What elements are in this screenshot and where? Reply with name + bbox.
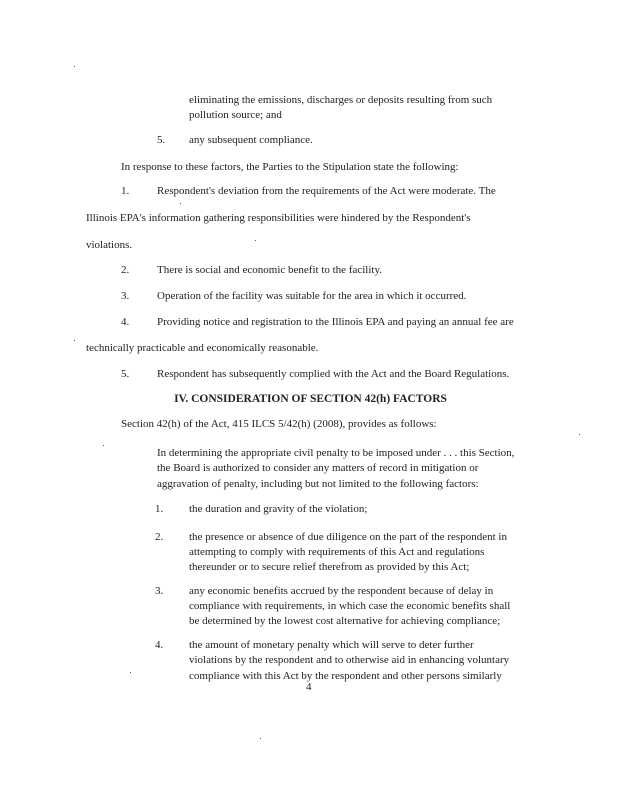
list-number: 5. xyxy=(157,134,166,146)
scan-speck xyxy=(74,340,75,341)
factor-number: 1. xyxy=(155,503,164,515)
list-continuation-line: eliminating the emissions, discharges or deposits resulting from such xyxy=(189,94,493,106)
factor-text: compliance with this Act by the respondent and other persons similarly xyxy=(189,670,502,682)
response-text: Operation of the facility was suitable for the area in which it occurred. xyxy=(157,290,467,302)
page-number: 4 xyxy=(306,681,312,693)
response-text: Respondent has subsequently complied with the Act and the Board Regulations. xyxy=(157,368,510,380)
response-number: 2. xyxy=(121,264,130,276)
factor-text: the amount of monetary penalty which will serve to deter further xyxy=(189,639,474,651)
scan-speck xyxy=(255,240,256,241)
factor-text: compliance with requirements, in which case the economic benefits shall xyxy=(189,600,511,612)
factor-text: the presence or absence of due diligence on the part of the respondent in xyxy=(189,531,507,543)
section-heading: IV. CONSIDERATION OF SECTION 42(h) FACTORS xyxy=(174,393,447,405)
factor-text: be determined by the lowest cost alternative for achieving compliance; xyxy=(189,615,501,627)
response-text: violations. xyxy=(86,239,133,251)
factor-text: the duration and gravity of the violation; xyxy=(189,503,368,515)
factor-number: 4. xyxy=(155,639,164,651)
response-text: Illinois EPA's information gathering responsibilities were hindered by the Respondent's xyxy=(86,212,471,224)
response-number: 4. xyxy=(121,316,130,328)
response-text: There is social and economic benefit to the facility. xyxy=(157,264,383,276)
quote-line: aggravation of penalty, including but not limited to the following factors: xyxy=(157,478,479,490)
factor-text: thereunder or to secure relief therefrom as provided by this Act; xyxy=(189,561,470,573)
quote-line: In determining the appropriate civil penalty to be imposed under . . . this Section, xyxy=(157,447,515,459)
scan-speck xyxy=(130,672,131,673)
scan-speck xyxy=(260,738,261,739)
factor-number: 3. xyxy=(155,585,164,597)
section-intro: Section 42(h) of the Act, 415 ILCS 5/42(h) (2008), provides as follows: xyxy=(121,418,437,430)
response-number: 1. xyxy=(121,185,130,197)
scan-speck xyxy=(579,434,580,435)
quote-line: the Board is authorized to consider any matters of record in mitigation or xyxy=(157,462,479,474)
factor-text: attempting to comply with requirements of this Act and regulations xyxy=(189,546,485,558)
response-intro: In response to these factors, the Parties to the Stipulation state the following: xyxy=(121,161,459,173)
scan-speck xyxy=(180,203,181,204)
response-text: Respondent's deviation from the requirements of the Act were moderate. The xyxy=(157,185,496,197)
list-continuation-line: pollution source; and xyxy=(189,109,282,121)
factor-number: 2. xyxy=(155,531,164,543)
list-item-text: any subsequent compliance. xyxy=(189,134,313,146)
factor-text: any economic benefits accrued by the respondent because of delay in xyxy=(189,585,494,597)
scan-speck xyxy=(103,445,104,446)
response-text: Providing notice and registration to the Illinois EPA and paying an annual fee are xyxy=(157,316,514,328)
response-text: technically practicable and economically reasonable. xyxy=(86,342,319,354)
scan-speck xyxy=(74,66,75,67)
response-number: 3. xyxy=(121,290,130,302)
response-number: 5. xyxy=(121,368,130,380)
factor-text: violations by the respondent and to otherwise aid in enhancing voluntary xyxy=(189,654,510,666)
